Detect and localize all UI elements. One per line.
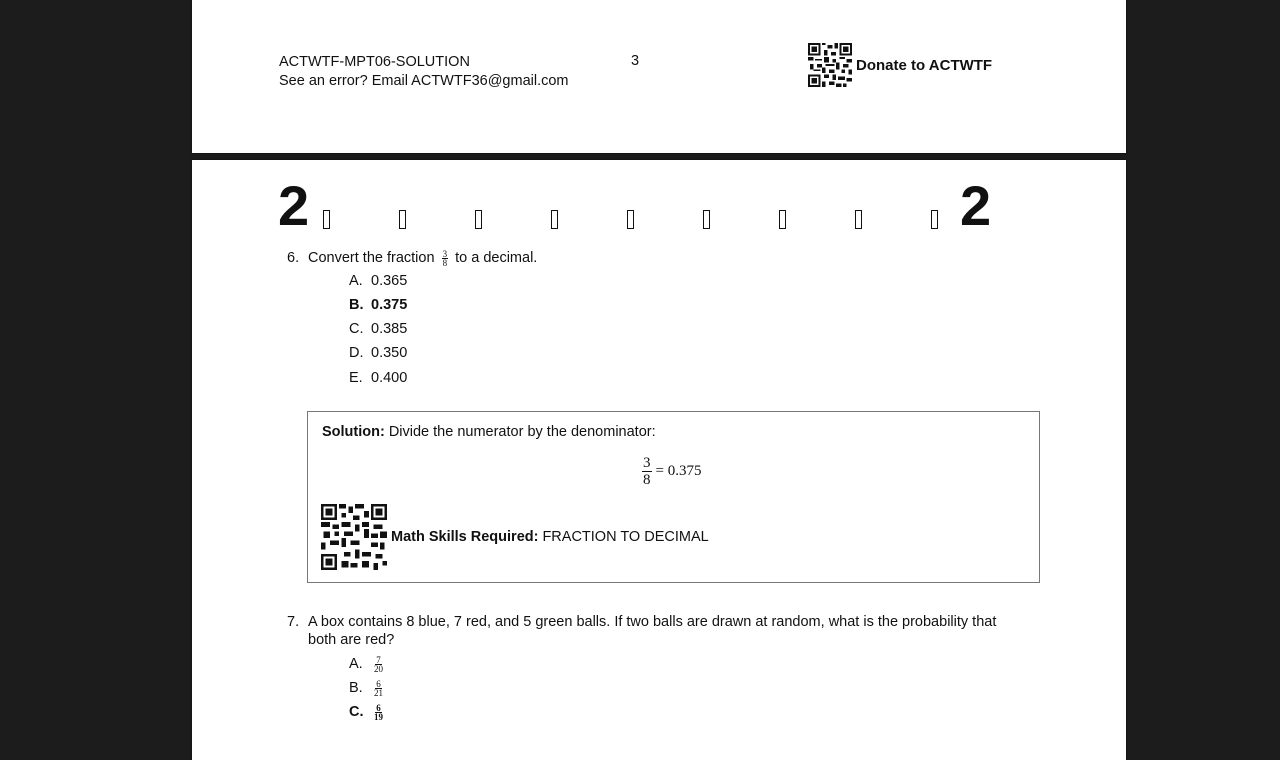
missing-glyph-icon [551,210,558,229]
option-d: D. 0.350 [349,345,408,361]
missing-glyph-icon [703,210,710,229]
pdf-page-4 [192,160,1126,760]
question-number: 6. [287,250,300,266]
page-header-left [279,53,569,91]
option-b: B. $\frac{6}{21}$ [349,679,383,698]
inline-fraction: $\frac{3}{8}$ [442,248,448,268]
missing-glyph-row [323,210,943,232]
solution-line [322,424,656,440]
skills-label: Math Skills Required: [391,529,539,545]
option-c: C. 0.385 [349,321,408,337]
donate-link[interactable]: Donate to ACTWTF [856,56,993,74]
missing-glyph-icon [779,210,786,229]
solution-label: Solution: [322,424,385,440]
section-marker-left: 2 [278,174,310,237]
option-fraction: $\frac{6}{19}$ [374,703,383,722]
option-a: A. 0.365 [349,273,408,289]
missing-glyph-icon [627,210,634,229]
skills-value: FRACTION TO DECIMAL [542,529,709,545]
donate-qr-code-icon [808,43,852,87]
question-text: A box contains 8 blue, 7 red, and 5 green balls. If two balls are drawn at random, what is the probability that both are red? [308,614,997,648]
option-c-correct: C. $\frac{6}{19}$ [349,703,383,722]
solution-box [307,411,1040,583]
missing-glyph-icon [475,210,482,229]
option-fraction: $\frac{6}{21}$ [374,679,383,698]
display-fraction: $\frac{3}{8}$ [643,455,651,488]
missing-glyph-icon [931,210,938,229]
question-text: Convert the fraction $\frac{3}{8}$ to a decimal. [308,248,538,268]
question-number: 7. [287,614,300,630]
option-e: E. 0.400 [349,370,408,386]
page-number: 3 [631,53,640,69]
document-id: ACTWTF-MPT06-SOLUTION [279,54,470,70]
solution-text: Divide the numerator by the denominator: [388,424,656,440]
missing-glyph-icon [855,210,862,229]
skills-row [321,504,709,570]
missing-glyph-icon [399,210,406,229]
skills-text [391,529,709,545]
question-7 [287,613,1047,653]
solution-equation: $\frac{3}{8}$ = 0.375 [643,455,702,488]
option-a: A. $\frac{7}{20}$ [349,655,383,674]
pdf-page-3 [192,0,1126,153]
donate-block[interactable] [808,43,992,87]
section-marker-right: 2 [960,174,992,237]
option-b-correct: B. 0.375 [349,297,408,313]
error-report-line: See an error? Email ACTWTF36@gmail.com [279,73,569,89]
skill-qr-code-icon[interactable] [321,504,387,570]
option-fraction: $\frac{7}{20}$ [374,655,383,674]
missing-glyph-icon [323,210,330,229]
